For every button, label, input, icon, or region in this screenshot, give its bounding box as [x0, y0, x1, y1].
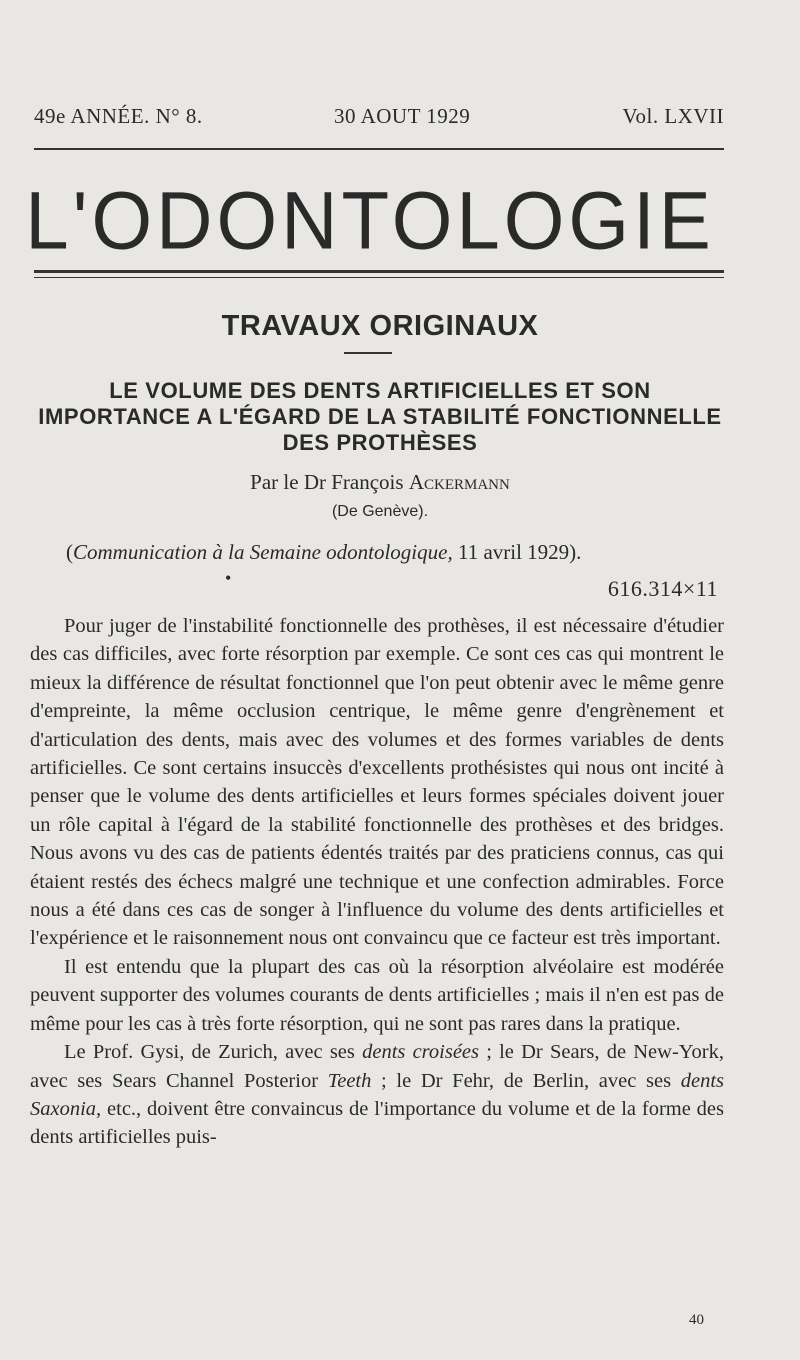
section-divider: [344, 352, 392, 354]
paragraph: Il est entendu que la plupart des cas où la résorption alvéolaire est modérée peuvent supporter des volumes courants de dents artificielles ; mais il n'en est pas de même pour les cas à très forte résorption, qui ne sont pas rares dans la pratique.: [30, 955, 724, 1035]
issue-number: 49e ANNÉE. N° 8.: [34, 104, 203, 128]
article-body: [30, 612, 724, 1152]
text-run: ; le Dr Fehr, de Berlin, avec ses: [371, 1069, 681, 1092]
text-run: etc., doivent être convaincus de l'importance du volume et de la forme des dents artificielles puis-: [30, 1097, 724, 1149]
masthead-rule-thin: [34, 277, 724, 278]
italic-phrase: dents Saxonia,: [30, 1069, 724, 1120]
article-title: LE VOLUME DES DENTS ARTIFICIELLES ET SON IMPORTANCE A L'ÉGARD DE LA STABILITÉ FONCTIONNELLE DES PROTHÈSES: [38, 378, 722, 455]
author-affiliation: (De Genève).: [331, 503, 429, 520]
text-run: Le Prof. Gysi, de Zurich, avec ses: [64, 1041, 363, 1064]
masthead-rule-thick: [34, 270, 724, 273]
volume-number: Vol. LXVII: [622, 104, 724, 128]
comm-date: 11 avril 1929).: [452, 540, 582, 564]
italic-phrase: dents croisées: [362, 1041, 479, 1064]
stray-mark: •: [225, 568, 232, 588]
text-run: ; le Dr Sears, de New-York, avec ses Sears Channel Posterior: [30, 1041, 724, 1092]
author-name: Ackermann: [408, 470, 510, 494]
comm-venue: Communication à la Semaine odontologique,: [73, 540, 453, 564]
header-rule: [34, 148, 724, 150]
issue-date: 30 AOUT 1929: [334, 104, 471, 128]
communication-note: [66, 540, 766, 565]
running-header: [34, 104, 724, 130]
classification-number: 616.314×11: [607, 576, 718, 601]
byline-prefix: Par le Dr François: [250, 470, 404, 494]
section-heading: TRAVAUX ORIGINAUX: [221, 310, 539, 342]
italic-phrase: Teeth: [327, 1069, 372, 1092]
journal-masthead: L'ODONTOLOGIE: [25, 173, 715, 267]
comm-open: (: [66, 540, 73, 564]
paragraph: [30, 1038, 724, 1152]
byline: [0, 470, 760, 495]
page-number: 40: [689, 1312, 704, 1328]
paragraph: Pour juger de l'instabilité fonctionnelle des prothèses, il est nécessaire d'étudier des cas difficiles, avec forte résorption par exemple. Ce sont ces cas qui montrent le mieux la différence de résultat fonctionnel que l'on peut obtenir avec le même genre d'empreinte, la même occlusion centrique, le même genre d'engrènement et d'articulation des dents, mais avec des volumes et des formes variables de dents artificielles. Ce sont certains insuccès d'excellents prothésistes qui nous ont incité à penser que le volume des dents artificielles et leurs formes spéciales doivent jouer un rôle capital à l'égard de la stabilité fonctionnelle des prothèses et des bridges. Nous avons vu des cas de patients édentés traités par des praticiens connus, cas qui étaient restés des échecs malgré une technique et une confection admirables. Force nous a été dans ces cas de songer à l'influence du volume des dents artificielles et l'expérience et le raisonnement nous ont convaincu que ce facteur est très important.: [30, 615, 724, 950]
